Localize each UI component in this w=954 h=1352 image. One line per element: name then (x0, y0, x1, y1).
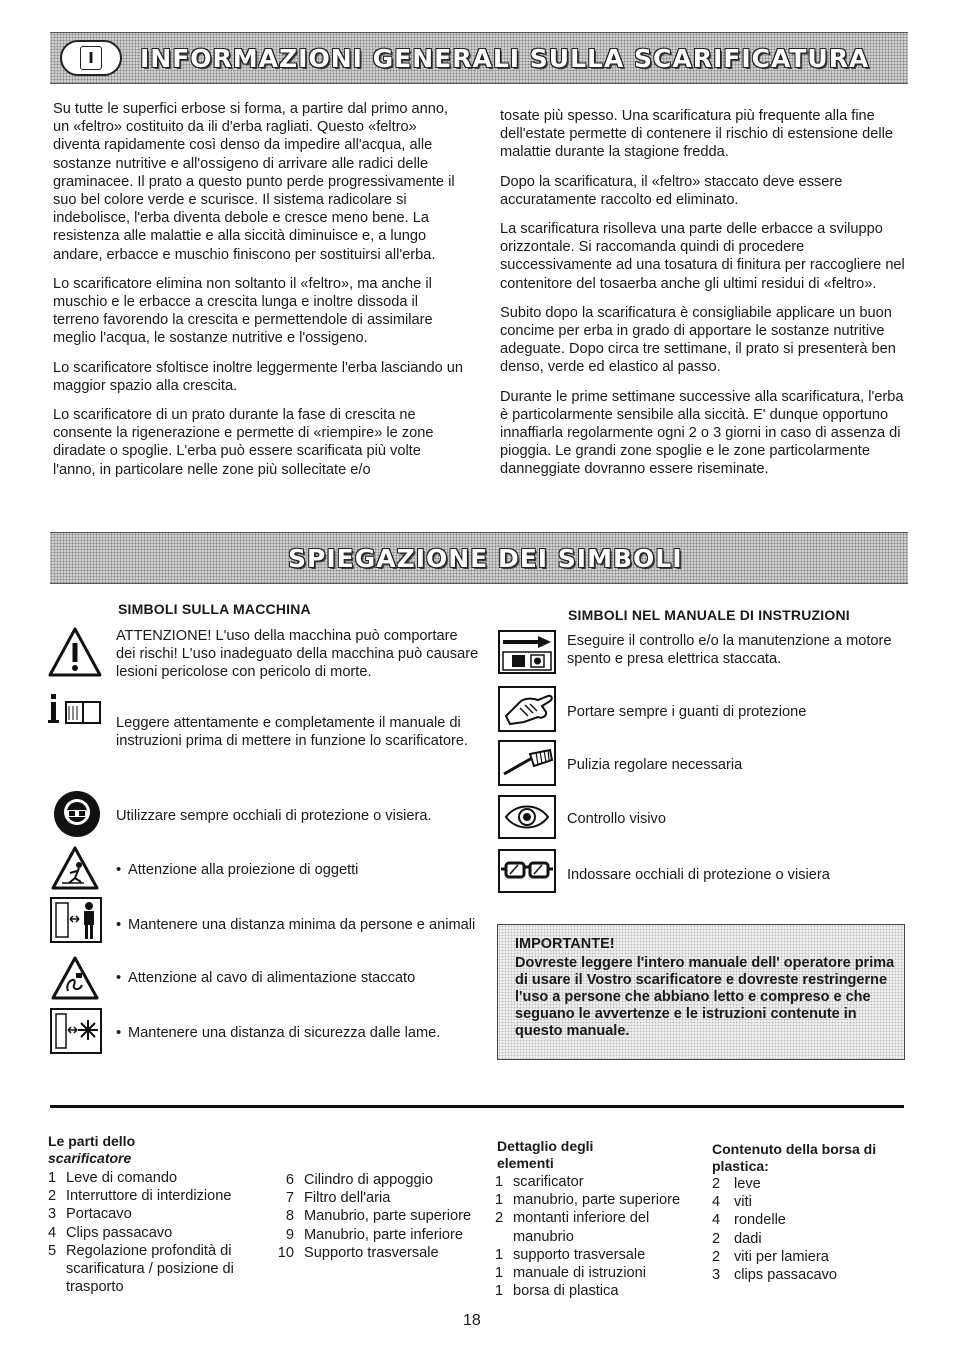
parts-heading-line: Le parti dello (48, 1133, 136, 1149)
intro-left-column (53, 100, 463, 490)
item-number: 2 (712, 1176, 721, 1192)
list-item (48, 1224, 260, 1242)
bag-heading-line: Contenuto della borsa di (712, 1141, 877, 1157)
symbol-description (116, 1024, 480, 1042)
item-text: Manubrio, parte superiore (304, 1208, 472, 1225)
item-number: 2 (495, 1210, 504, 1227)
list-item (48, 1169, 260, 1187)
item-number: 10 (277, 1244, 294, 1261)
item-number: 1 (48, 1170, 57, 1186)
symbol-description: Leggere attentamente e completamente il manuale di instruzioni prima di mettere in funzione lo scarificatore. (116, 715, 469, 749)
parts-heading (48, 1133, 135, 1167)
list-item (712, 1266, 902, 1284)
symbol-text: Attenzione al cavo di alimentazione staccato (128, 970, 416, 986)
intro-paragraph: Subito dopo la scarificatura è consigliabile applicare un buon concime per erba in grado di apportare le sostanze nutritive adeguate. Dopo circa tre settimane, il prato si presenterà ben denso, verde ed elastico al passo. (500, 304, 896, 376)
list-item (712, 1175, 902, 1193)
divider-rule (50, 1105, 904, 1108)
parts-list-a (48, 1169, 260, 1296)
symbol-description (116, 861, 476, 879)
important-notice-box (497, 924, 905, 1060)
distance-persons-icon (50, 897, 102, 948)
item-number: 1 (495, 1174, 504, 1190)
list-item (495, 1191, 695, 1209)
symbol-description: Pulizia regolare necessaria (567, 757, 743, 773)
item-number: 4 (48, 1224, 57, 1241)
intro-paragraph: Lo scarificatore elimina non soltanto il «feltro», ma anche il muschio e le erbacce a crescita lunga e inoltre dissoda il terreno favorendo la crescita e permettendole di assimilare meglio l'acqua, le sostanze nutritive e l'ossigeno. (53, 275, 433, 347)
item-text: scarificator (513, 1174, 584, 1190)
symbol-text: Attenzione alla proiezione di oggetti (128, 862, 359, 878)
item-text: montanti inferiore del manubrio (513, 1210, 650, 1245)
list-item (495, 1209, 695, 1245)
list-item (48, 1205, 260, 1223)
section-title-symbols: SPIEGAZIONE DEI SIMBOLI (288, 543, 683, 573)
item-text: Filtro dell'aria (304, 1190, 391, 1207)
item-number: 1 (495, 1265, 504, 1282)
item-text: dadi (734, 1230, 762, 1247)
item-number: 5 (48, 1242, 57, 1259)
list-item (495, 1173, 695, 1191)
item-text: Portacavo (66, 1206, 132, 1223)
symbol-text: Mantenere una distanza minima da persone e animali (128, 917, 476, 933)
symbol-description: Portare sempre i guanti di protezione (567, 704, 807, 720)
brush-cleaning-icon (498, 740, 556, 791)
item-text: borsa di plastica (513, 1283, 619, 1300)
warning-triangle-icon (47, 626, 103, 683)
important-text: Dovreste leggere l'intero manuale dell' operatore prima di usare il Vostro scarificatore e dovreste restringerne l'uso a persone che abbiano letto e compreso e che seguano le avvertenze e le istruzioni contenute in questo manuale. (515, 955, 895, 1039)
item-number: 3 (48, 1206, 57, 1223)
bullet: • (116, 970, 122, 986)
item-number: 3 (712, 1267, 721, 1284)
item-number: 9 (285, 1226, 294, 1243)
important-title: IMPORTANTE! (515, 936, 615, 952)
manual-symbols-heading: SIMBOLI NEL MANUALE DI INSTRUZIONI (568, 607, 850, 623)
projection-warning-icon (50, 845, 100, 896)
item-text: Clips passacavo (66, 1224, 173, 1241)
bullet: • (116, 917, 122, 933)
symbol-description: Utilizzare sempre occhiali di protezione o visiera. (116, 808, 432, 824)
read-manual-icon (47, 692, 105, 731)
details-list (495, 1173, 695, 1300)
list-item (495, 1246, 695, 1264)
gloves-icon (498, 686, 556, 737)
list-item (272, 1244, 484, 1262)
item-number: 4 (712, 1194, 721, 1211)
item-text: leve (734, 1176, 761, 1192)
details-heading-line: elementi (497, 1155, 554, 1171)
list-item (48, 1187, 260, 1205)
bullet: • (116, 862, 122, 878)
intro-paragraph: Su tutte le superfici erbose si forma, a partire dal primo anno, un «feltro» costituito da ili d'erba ragliati. Questo «feltro» diventa rapidamente così denso da impedire all'acqua, alle sostanze nutritive e all'ossigeno di arrivare alle radici delle graminacee. Il prato a questo punto perde progressivamente il suo bel colore verde e scurisce. Il sistema radicolare si indebolisce, l'erba diventa debole e cresce meno bene. La resistenza alle malattie e alla siccità diminuisce e, a lungo andare, erbacce e muschio finiscono per sostituirsi all'erba. (53, 101, 455, 263)
details-heading-line: Dettaglio degli (497, 1138, 594, 1154)
item-number: 2 (48, 1188, 57, 1205)
item-number: 7 (285, 1190, 294, 1207)
item-number: 1 (495, 1192, 504, 1209)
item-text: Manubrio, parte inferiore (304, 1226, 463, 1243)
goggles-icon (498, 849, 556, 898)
list-item (272, 1171, 484, 1189)
unplug-maintenance-icon (498, 630, 556, 679)
symbol-description: ATTENZIONE! L'uso della macchina può comportare dei rischi! L'uso inadeguato della macchina può causare lesioni pericolose con pericolo di morte. (116, 628, 479, 680)
list-item (712, 1193, 902, 1211)
intro-paragraph: Durante le prime settimane successive alla scarificatura, l'erba è particolarmente sensibile alla siccità. E' dunque opportuno innaffiarla regolarmente ogni 2 o 3 giorni in caso di assenza di pioggia. Le grandi zone spoglie e le zone particolarmente danneggiate dovranno essere riseminate. (500, 388, 904, 478)
item-number: 6 (285, 1172, 294, 1188)
symbol-text: Mantenere una distanza di sicurezza dalle lame. (128, 1025, 441, 1041)
symbol-description: Indossare occhiali di protezione o visiera (567, 867, 830, 883)
item-text: Leve di comando (66, 1170, 178, 1186)
power-cable-warning-icon (50, 955, 100, 1006)
intro-paragraph: Dopo la scarificatura, il «feltro» staccato deve essere accuratamente raccolto ed eliminato. (500, 173, 843, 208)
item-text: manubrio, parte superiore (513, 1192, 681, 1209)
list-item (48, 1242, 260, 1297)
list-item (272, 1226, 484, 1244)
symbol-description: Eseguire il controllo e/o la manutenzione a motore spento e presa elettrica staccata. (567, 633, 892, 667)
item-text: Cilindro di appoggio (304, 1172, 433, 1188)
language-badge-letter: I (80, 46, 102, 70)
item-number: 2 (712, 1230, 721, 1247)
item-text: Interruttore di interdizione (66, 1188, 232, 1205)
item-number: 2 (712, 1248, 721, 1265)
item-number: 1 (495, 1246, 504, 1263)
language-badge (60, 40, 122, 76)
intro-paragraph: La scarificatura risolleva una parte delle erbacce a sviluppo orizzontale. Si raccomanda quindi di procedere successivamente ad una tosatura di finitura per raccogliere nel contenitore del tosaerba anche gli ultimi residui di «feltro». (500, 221, 905, 292)
item-text: Regolazione profondità di scarificatura / posizione di trasporto (66, 1242, 234, 1296)
bag-heading-line: plastica: (712, 1158, 769, 1174)
item-number: 4 (712, 1212, 721, 1229)
section-banner-symbols (50, 532, 908, 584)
item-text: viti per lamiera (734, 1248, 829, 1265)
list-item (495, 1282, 695, 1300)
list-item (495, 1264, 695, 1282)
bullet: • (116, 1025, 122, 1041)
intro-paragraph: tosate più spesso. Una scarificatura più frequente alla fine dell'estate permette di contenere il rischio di estensione delle malattie durante la stagione fredda. (500, 108, 893, 161)
parts-list-b (272, 1171, 484, 1262)
symbol-description: Controllo visivo (567, 811, 666, 827)
item-number: 8 (285, 1208, 294, 1225)
section-title-general-info: INFORMAZIONI GENERALI SULLA SCARIFICATURA (140, 43, 870, 73)
list-item (272, 1207, 484, 1225)
item-text: supporto trasversale (513, 1246, 646, 1263)
symbol-description (116, 969, 476, 987)
item-text: Supporto trasversale (304, 1244, 439, 1261)
item-text: manuale di istruzioni (513, 1265, 647, 1282)
details-heading (497, 1138, 593, 1172)
machine-symbols-heading: SIMBOLI SULLA MACCHINA (118, 601, 311, 617)
intro-paragraph: Lo scarificatore di un prato durante la fase di crescita ne consente la rigenerazione e permette di «riempire» le zone diradate o spoglie. L'erba può essere scarificata più volte l'anno, in particolare nelle zone più sollecitate e/o (53, 407, 434, 478)
parts-heading-line: scarificatore (48, 1150, 132, 1166)
eye-check-icon (498, 795, 556, 844)
bag-heading (712, 1141, 876, 1175)
list-item (712, 1211, 902, 1229)
bag-list (712, 1175, 902, 1284)
item-text: viti (734, 1194, 752, 1211)
list-item (272, 1189, 484, 1207)
item-number: 1 (495, 1283, 504, 1300)
section-banner-general-info (50, 32, 908, 84)
page-number: 18 (463, 1312, 481, 1329)
item-text: clips passacavo (734, 1267, 838, 1284)
eye-protection-icon (53, 790, 101, 843)
intro-paragraph: Lo scarificatore sfoltisce inoltre leggermente l'erba lasciando un maggior spazio alla crescita. (53, 359, 464, 394)
symbol-description (116, 916, 476, 934)
intro-right-column (500, 107, 910, 490)
blade-distance-icon (50, 1008, 102, 1059)
list-item (712, 1230, 902, 1248)
list-item (712, 1248, 902, 1266)
item-text: rondelle (734, 1212, 786, 1229)
